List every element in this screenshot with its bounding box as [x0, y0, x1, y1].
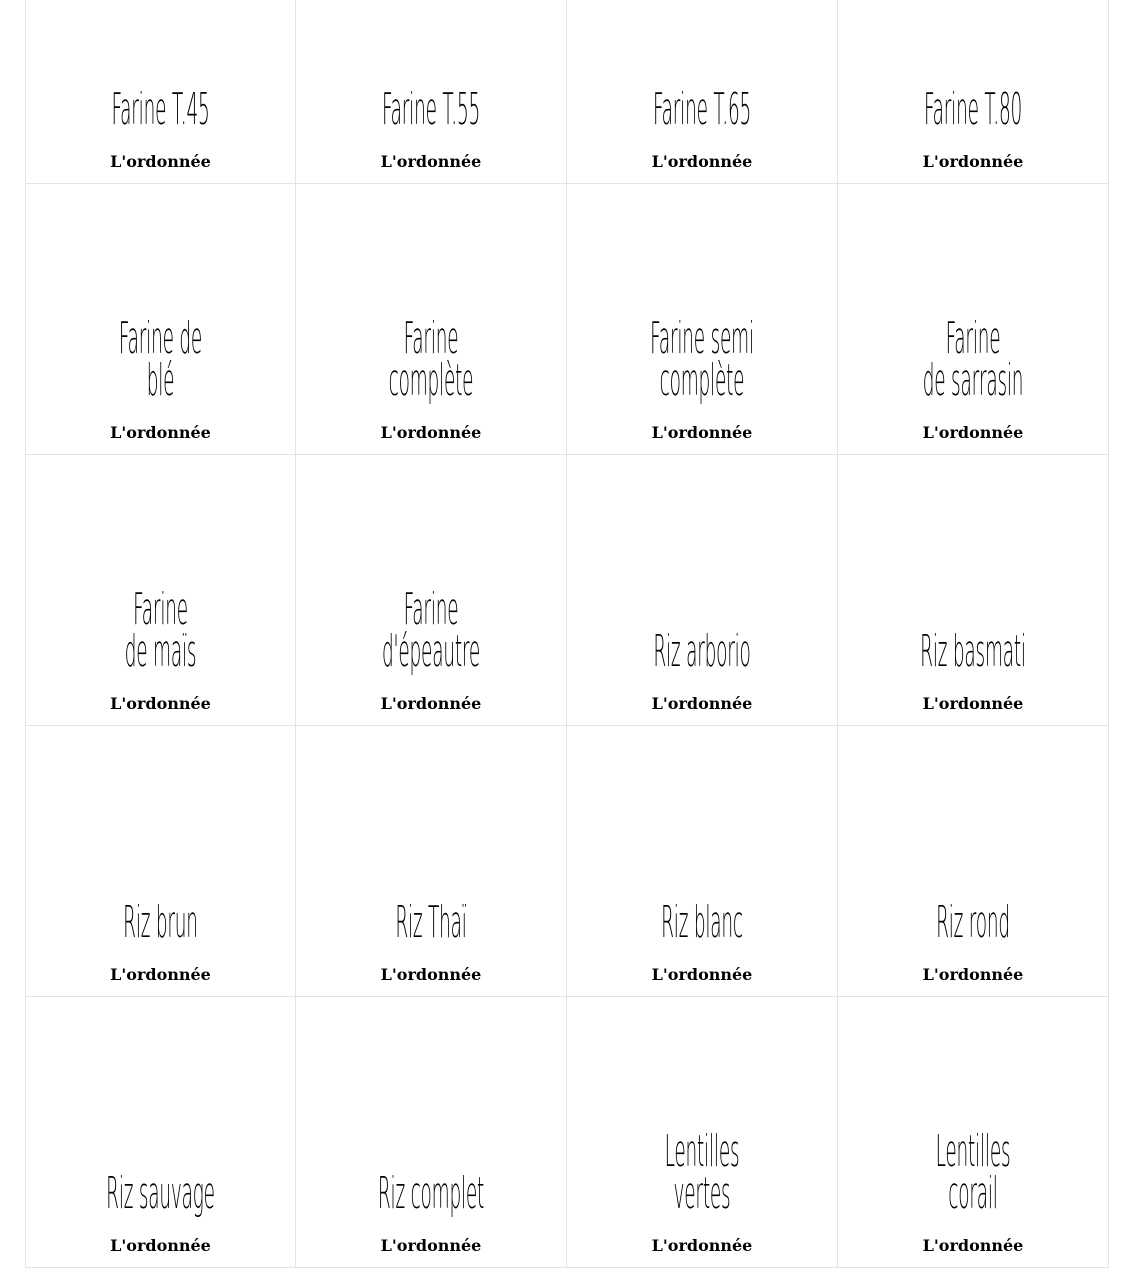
pantry-label	[296, 997, 567, 1268]
label-grid	[25, 0, 1109, 1268]
pantry-label	[25, 726, 296, 997]
brand-name: L'ordonnée	[380, 1236, 482, 1255]
label-title: Farine semi complète	[650, 313, 754, 407]
label-title: Riz arborio	[653, 626, 751, 678]
label-title: Riz blanc	[661, 897, 743, 949]
pantry-label	[567, 0, 838, 184]
pantry-label	[296, 184, 567, 455]
label-title: Riz complet	[377, 1168, 485, 1220]
brand-name: L'ordonnée	[110, 965, 211, 984]
brand-name: L'ordonnée	[651, 1236, 753, 1255]
label-title: Farine T.65	[652, 84, 752, 136]
pantry-label	[838, 455, 1109, 726]
brand-name: L'ordonnée	[380, 965, 482, 984]
pantry-label	[25, 455, 296, 726]
label-title: Riz basmati	[920, 626, 1026, 678]
label-title: Riz Thaï	[395, 897, 467, 949]
label-title: Farine complète	[388, 313, 474, 407]
label-title: Farine d'épeautre	[381, 584, 481, 678]
pantry-label	[296, 455, 567, 726]
pantry-label	[838, 997, 1109, 1268]
brand-name: L'ordonnée	[651, 423, 753, 442]
pantry-label	[25, 997, 296, 1268]
pantry-label	[838, 0, 1109, 184]
pantry-label	[567, 455, 838, 726]
pantry-label	[25, 184, 296, 455]
label-title: Riz brun	[123, 897, 198, 949]
pantry-label	[567, 726, 838, 997]
label-title: Lentilles vertes	[664, 1126, 740, 1220]
label-title: Farine T.45	[111, 84, 210, 136]
label-title: Farine T.80	[923, 84, 1023, 136]
pantry-label	[296, 0, 567, 184]
brand-name: L'ordonnée	[922, 694, 1024, 713]
brand-name: L'ordonnée	[380, 152, 482, 171]
label-title: Riz rond	[936, 897, 1010, 949]
brand-name: L'ordonnée	[651, 694, 753, 713]
pantry-label	[567, 184, 838, 455]
brand-name: L'ordonnée	[110, 1236, 211, 1255]
brand-name: L'ordonnée	[922, 152, 1024, 171]
brand-name: L'ordonnée	[110, 423, 211, 442]
brand-name: L'ordonnée	[110, 152, 211, 171]
label-title: Riz sauvage	[106, 1168, 215, 1220]
pantry-label	[838, 726, 1109, 997]
label-title: Farine de blé	[118, 313, 203, 407]
brand-name: L'ordonnée	[922, 965, 1024, 984]
brand-name: L'ordonnée	[922, 1236, 1024, 1255]
label-title: Farine de sarrasin	[922, 313, 1024, 407]
label-title: Farine T.55	[381, 84, 481, 136]
pantry-label	[25, 0, 296, 184]
brand-name: L'ordonnée	[380, 423, 482, 442]
label-title: Farine de maïs	[124, 584, 197, 678]
brand-name: L'ordonnée	[651, 965, 753, 984]
brand-name: L'ordonnée	[922, 423, 1024, 442]
pantry-label	[567, 997, 838, 1268]
brand-name: L'ordonnée	[380, 694, 482, 713]
pantry-label	[838, 184, 1109, 455]
brand-name: L'ordonnée	[110, 694, 211, 713]
label-title: Lentilles corail	[935, 1126, 1011, 1220]
pantry-label	[296, 726, 567, 997]
brand-name: L'ordonnée	[651, 152, 753, 171]
